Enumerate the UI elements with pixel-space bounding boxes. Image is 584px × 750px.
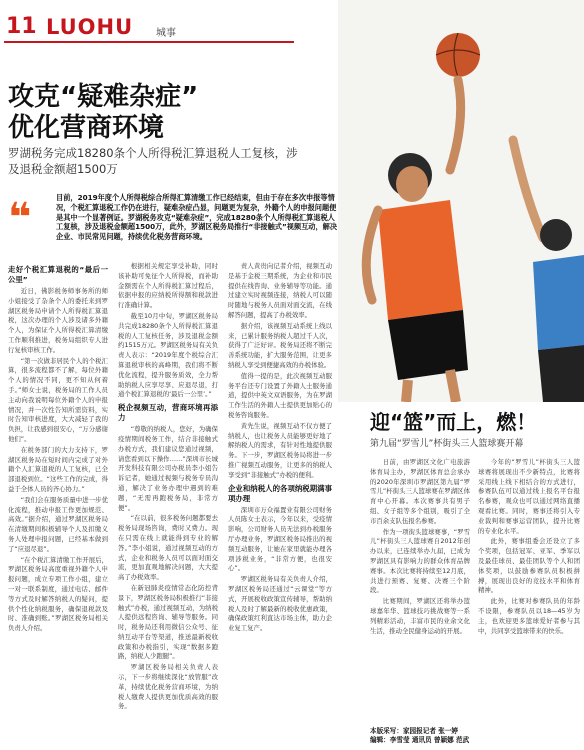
column-paragraph: “第一次做非居民个人的个税汇算，很多流程都不了解，每位外籍个人的情况不同，更不知从何着手。”师女士说，税务局的工作人员主动向我说明每位外籍个人的申报情况，并一次性告知所需资料，实时告知审核进度，大大减轻了我的负担，让我感到很安心，“万分感谢他们”。 — [8, 356, 108, 443]
quote-mark-icon: ❝ — [8, 195, 32, 241]
column-paragraph: 作为一项街头篮球赛事，“罗雪儿”杯街头三人篮球赛自2012年创办以来，已连续举办九届，已成为罗湖区具有影响力的群众体育品牌赛事。本次比赛将持续至12月底，共进行预赛、复赛、决赛三个阶段。 — [370, 527, 470, 595]
column-paragraph: 深圳市万众福置业有限公司财务人员陈女士表示，今年以来，受疫情影响，公司财务人员无法到办税服务厅办理业务，罗湖区税务局推出的视频互动服务，让她在家里就能办理各项涉税业务，“非常方便，也很安心”。 — [228, 505, 332, 573]
column-paragraph: 此外，赛事组委会还设立了多个奖项，包括冠军、亚军、季军以及最佳球员、最佳团队等个人和团体奖项，以鼓励参赛队员积极拼搏，展现出良好的竞技水平和体育精神。 — [478, 537, 580, 595]
column-paragraph: 比赛期间，罗湖区还将举办篮球嘉年华、篮球技巧挑战赛等一系列精彩活动，丰富市民的业余文化生活，推动全民健身运动的开展。 — [370, 597, 470, 635]
sidebar-title: 迎“篮”而上，燃！ — [370, 410, 537, 434]
column-subheading: 走好个税汇算退税的“最后一公里” — [8, 265, 108, 284]
article-column-1 — [8, 262, 108, 742]
sidebar-column-1 — [370, 458, 470, 724]
column-paragraph: 截至10月中旬，罗湖区税务局共完成18280条个人所得税汇算退税的人工复核任务，涉及退税金额约1515万元。罗湖区税务局有关负责人表示：“2019年度个税综合汇算退税审核的高峰期，我们将不断优化流程，提升服务质效，全力帮助纳税人应享尽享、应退尽退，打通个税汇算退税的‘最后一公里’。” — [118, 311, 218, 399]
section-brand: LUOHU — [46, 15, 134, 39]
column-subheading: 税企视频互动，营商环境再添力 — [118, 403, 218, 423]
article-headline — [8, 82, 308, 144]
article-lead: 目前，2019年度个人所得税综合所得汇算清缴工作已经结束，但由于存在多次申报等情况，个税汇算退税工作仍在进行，疑难杂症凸显，问题更为复杂，外籍个人的申报问题便是其中一个显著例证。罗湖税务攻克“疑难杂症”，完成18280条个人所得税汇算退税人工复核，涉及退税金额超1500万，此外，罗湖区税务局推行“非接触式”视频互动，解决企业、市民常见问题，持续优化税务营商环境。 — [56, 193, 338, 242]
column-paragraph: 罗湖区税务局有关负责人介绍，罗湖区税务局还通过“云课堂”等方式，开展税收政策宣传辅导，帮助纳税人及时了解最新的税收优惠政策，确保政策红利直达市场主体，助力企业复工复产。 — [228, 575, 332, 633]
column-paragraph: 在新冠肺炎疫情常态化防控背景下，罗湖区税务局积极推行“非接触式”办税，通过视频互动，为纳税人提供远程咨询、辅导等服务。同时，税务局还利用微信公众号、征纳互动平台等渠道，推送最新税收政策和办税指引，实现“数据多跑路，纳税人少跑腿”。 — [118, 583, 218, 661]
sidebar-column-2 — [478, 458, 580, 724]
column-paragraph: 今年的“罗雪儿”杯街头三人篮球赛将展现出不少新特点，比赛将采用线上线下相结合的方式进行，参赛队伍可以通过线上报名平台报名参赛，观众也可以通过网络直播观看比赛。同时，赛事还将引入专业裁判和赛事运营团队，提升比赛的专业化水平。 — [478, 458, 580, 535]
sidebar-subtitle: 第九届“罗雪儿”杯街头三人篮球赛开幕 — [370, 439, 524, 449]
column-paragraph: “尊敬的纳税人，您好，为确保疫情期间税务工作，结合非接触式办税方式，我们建议您通过视频，请您看到以下操作……”深圳市长城开发科技有限公司办税员李小姐告诉记者，她通过视频与税务专员沟通，解决了业务办理中遇到的难题，“无需再跑税务局，非常方便”。 — [118, 425, 218, 512]
column-paragraph: 责人黄贵向记者介绍，视频互动是基于金税三期系统，为企业和市民提供在线咨询、业务辅导等功能。通过建立实时视频连接，纳税人可以随时随地与税务人员面对面交流，在线解答问题，提高了办税效率。 — [228, 262, 332, 319]
headline-line-2: 优化营商环境 — [8, 113, 165, 143]
column-paragraph: 值得一提的是，此次视频互动服务平台还专门设置了外籍人士服务通道，提供中英文双语服务，为在罗湖工作生活的外籍人士提供更加贴心的税务咨询服务。 — [228, 371, 332, 419]
credits-reporter: 本版采写：家园报记者 张一婷 — [370, 727, 459, 735]
column-paragraph: “我们会在服务质量中进一步优化流程，推动申报工作更加规范、高效。”据介绍，通过罗湖区税务局在清缴期间积极辅导个人及扣缴义务人处理申报问题，已经基本做到了“应退尽退”。 — [8, 495, 108, 553]
column-paragraph: 在税务部门的大力支持下，罗湖区税务局在短时间内完成了对外籍个人汇算退税的人工复核，已全部退税到位。“这些工作的完成，得益于全体人员的齐心协力。” — [8, 445, 108, 493]
basketball-players-illustration — [338, 0, 584, 402]
basketball-photo — [338, 0, 584, 402]
column-paragraph: 根据相关规定享受补助，同时该补助可免征个人所得税，而补助金额需在个人所得税汇算过程后，依据申报的应纳税所得额和税款进行准确计算。 — [118, 262, 218, 310]
article-column-3 — [228, 262, 332, 742]
article-subheadline: 罗湖税务完成18280条个人所得税汇算退税人工复核，涉及退税金额超1500万 — [8, 146, 298, 176]
column-paragraph: 近日，佛影税务师事务所的师小姐接受了杂条个人的委托来到罗湖区税务局申请个人所得税汇算退税，这次办理的个人涉及诸多外籍个人，为保证个人所得税汇算清缴工作顺利推进，税务局组织专人进行复核审核工作。 — [8, 287, 108, 354]
column-paragraph: 罗湖区税务局相关负责人表示，下一步将继续深化“放管服”改革，持续优化税务营商环境，为纳税人缴费人提供更加优质高效的服务。 — [118, 663, 218, 711]
column-paragraph: 此外，比赛对参赛队员的年龄不设限，参赛队员以18—45岁为主，也欢迎更多篮球爱好者参与其中，共同享受篮球带来的快乐。 — [478, 597, 580, 635]
section-rule — [4, 41, 294, 43]
headline-line-1: 攻克“疑难杂症” — [8, 82, 199, 112]
column-paragraph: 黄先生说，视频互动不仅方便了纳税人，也让税务人员能够更好地了解纳税人的需求，有针对性地提供服务。下一步，罗湖区税务局将进一步推广视频互动服务，让更多的纳税人享受到“非接触式”办税的便利。 — [228, 421, 332, 479]
article-credits — [370, 727, 580, 745]
column-paragraph: 日前，由罗湖区文化广电旅游体育局主办，罗湖区体育总会承办的2020年深圳市罗湖区第九届“罗雪儿”杯街头三人篮球赛在罗湖区体育中心开幕。本次赛事共有男子组、女子组等多个组别，吸引了全市百余支队伍报名参赛。 — [370, 458, 470, 525]
column-subheading: 企业和纳税人的各项纳税期满事项办理 — [228, 483, 332, 503]
article-column-2 — [118, 262, 218, 742]
page-number: 11 — [6, 14, 37, 39]
column-paragraph: 据介绍，该视频互动系统上线以来，已累计服务纳税人超过千人次，获得了广泛好评。税务局还将不断完善系统功能，扩大服务范围，让更多纳税人享受到便捷高效的办税体验。 — [228, 321, 332, 369]
column-paragraph: “在个税汇算清缴工作开展后，罗湖区税务局高度重视外籍个人申报问题，成立专项工作小组，建立一对一联系制度，通过电话、邮件等方式及时解答纳税人的疑问，提供个性化纳税服务，确保退税款及时、准确到账。”罗湖区税务局相关负责人介绍。 — [8, 555, 108, 633]
column-paragraph: “在以前，很多税务问题都要去税务局现场咨询，费时又费力。现在只需在线上就能得到专业的解答。”李小姐说，通过视频互动的方式，企业和税务人员可以面对面交流，更加直观地解决问题，大大提高了办税效率。 — [118, 514, 218, 582]
section-category: 城事 — [156, 28, 176, 39]
section-header — [4, 14, 294, 40]
credits-editor: 编辑：李雪莹 通讯员 曾颖娜 范武 — [370, 736, 470, 744]
